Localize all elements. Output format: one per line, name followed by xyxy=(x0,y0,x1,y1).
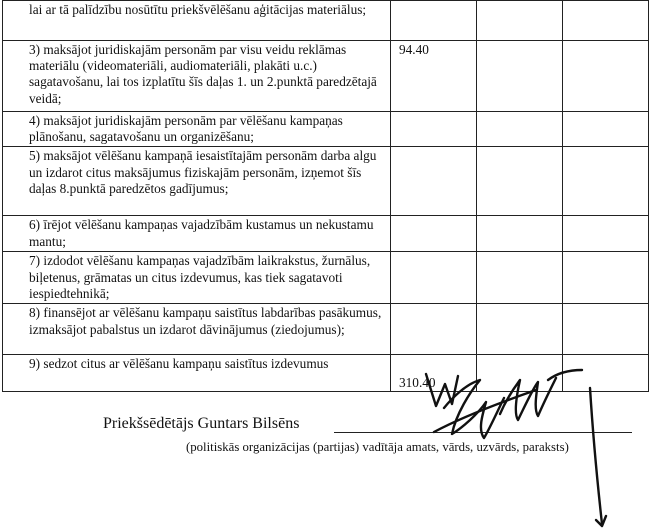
expense-description: 7) izdodot vēlēšanu kampaņas vajadzībām laikrakstus, žurnālus, biļetenus, grāmatas un citus izdevumus, kas tiek sagatavoti iespiedtehnikā; xyxy=(3,252,391,304)
empty-cell xyxy=(563,355,649,392)
empty-cell xyxy=(477,112,563,147)
table-row xyxy=(3,112,649,147)
expense-amount: 94.40 xyxy=(391,41,477,112)
empty-cell xyxy=(477,1,563,41)
expense-description: 9) sedzot citus ar vēlēšanu kampaņu saistītus izdevumus xyxy=(3,355,391,392)
empty-cell xyxy=(563,1,649,41)
expense-description: 6) īrējot vēlēšanu kampaņas vajadzībām kustamus un nekustamu mantu; xyxy=(3,216,391,252)
empty-cell xyxy=(477,304,563,355)
expense-description: 3) maksājot juridiskajām personām par visu veidu reklāmas materiālu (videomateriāli, audiomateriāli, plakāti u.c.) sagatavošanu, lai tos izplatītu šīs daļas 1. un 2.punktā paredzētajā veidā; xyxy=(3,41,391,112)
signature-line xyxy=(334,432,632,433)
table-row xyxy=(3,355,649,392)
empty-cell xyxy=(477,355,563,392)
table-row xyxy=(3,1,649,41)
expense-description: lai ar tā palīdzību nosūtītu priekšvēlēšanu aģitācijas materiālus; xyxy=(3,1,391,41)
empty-cell xyxy=(563,252,649,304)
expense-amount xyxy=(391,147,477,216)
empty-cell xyxy=(563,216,649,252)
table-row xyxy=(3,304,649,355)
chair-name-label: Priekšsēdētājs Guntars Bilsēns xyxy=(103,415,300,432)
expense-amount xyxy=(391,304,477,355)
signature-caption: (politiskās organizācijas (partijas) vadītāja amats, vārds, uzvārds, paraksts) xyxy=(186,440,569,454)
expense-amount: 310.40 xyxy=(391,355,477,392)
empty-cell xyxy=(477,252,563,304)
expense-description: 8) finansējot ar vēlēšanu kampaņu saistītus labdarības pasākumus, izmaksājot pabalstus un izdarot dāvinājumus (ziedojumus); xyxy=(3,304,391,355)
table-row xyxy=(3,147,649,216)
empty-cell xyxy=(563,147,649,216)
table-row xyxy=(3,216,649,252)
expense-table xyxy=(2,0,649,392)
empty-cell xyxy=(563,112,649,147)
table-row xyxy=(3,41,649,112)
expense-description: 5) maksājot vēlēšanu kampaņā iesaistītajām personām darba algu un izdarot citus maksājumus fiziskajām personām, izņemot šīs daļas 8.punktā paredzētos gadījumus; xyxy=(3,147,391,216)
empty-cell xyxy=(563,304,649,355)
empty-cell xyxy=(563,41,649,112)
empty-cell xyxy=(477,147,563,216)
empty-cell xyxy=(477,216,563,252)
expense-amount xyxy=(391,252,477,304)
expense-description: 4) maksājot juridiskajām personām par vēlēšanu kampaņas plānošanu, sagatavošanu un organizēšanu; xyxy=(3,112,391,147)
table-row xyxy=(3,252,649,304)
expense-amount xyxy=(391,112,477,147)
expense-amount xyxy=(391,216,477,252)
expense-amount xyxy=(391,1,477,41)
empty-cell xyxy=(477,41,563,112)
